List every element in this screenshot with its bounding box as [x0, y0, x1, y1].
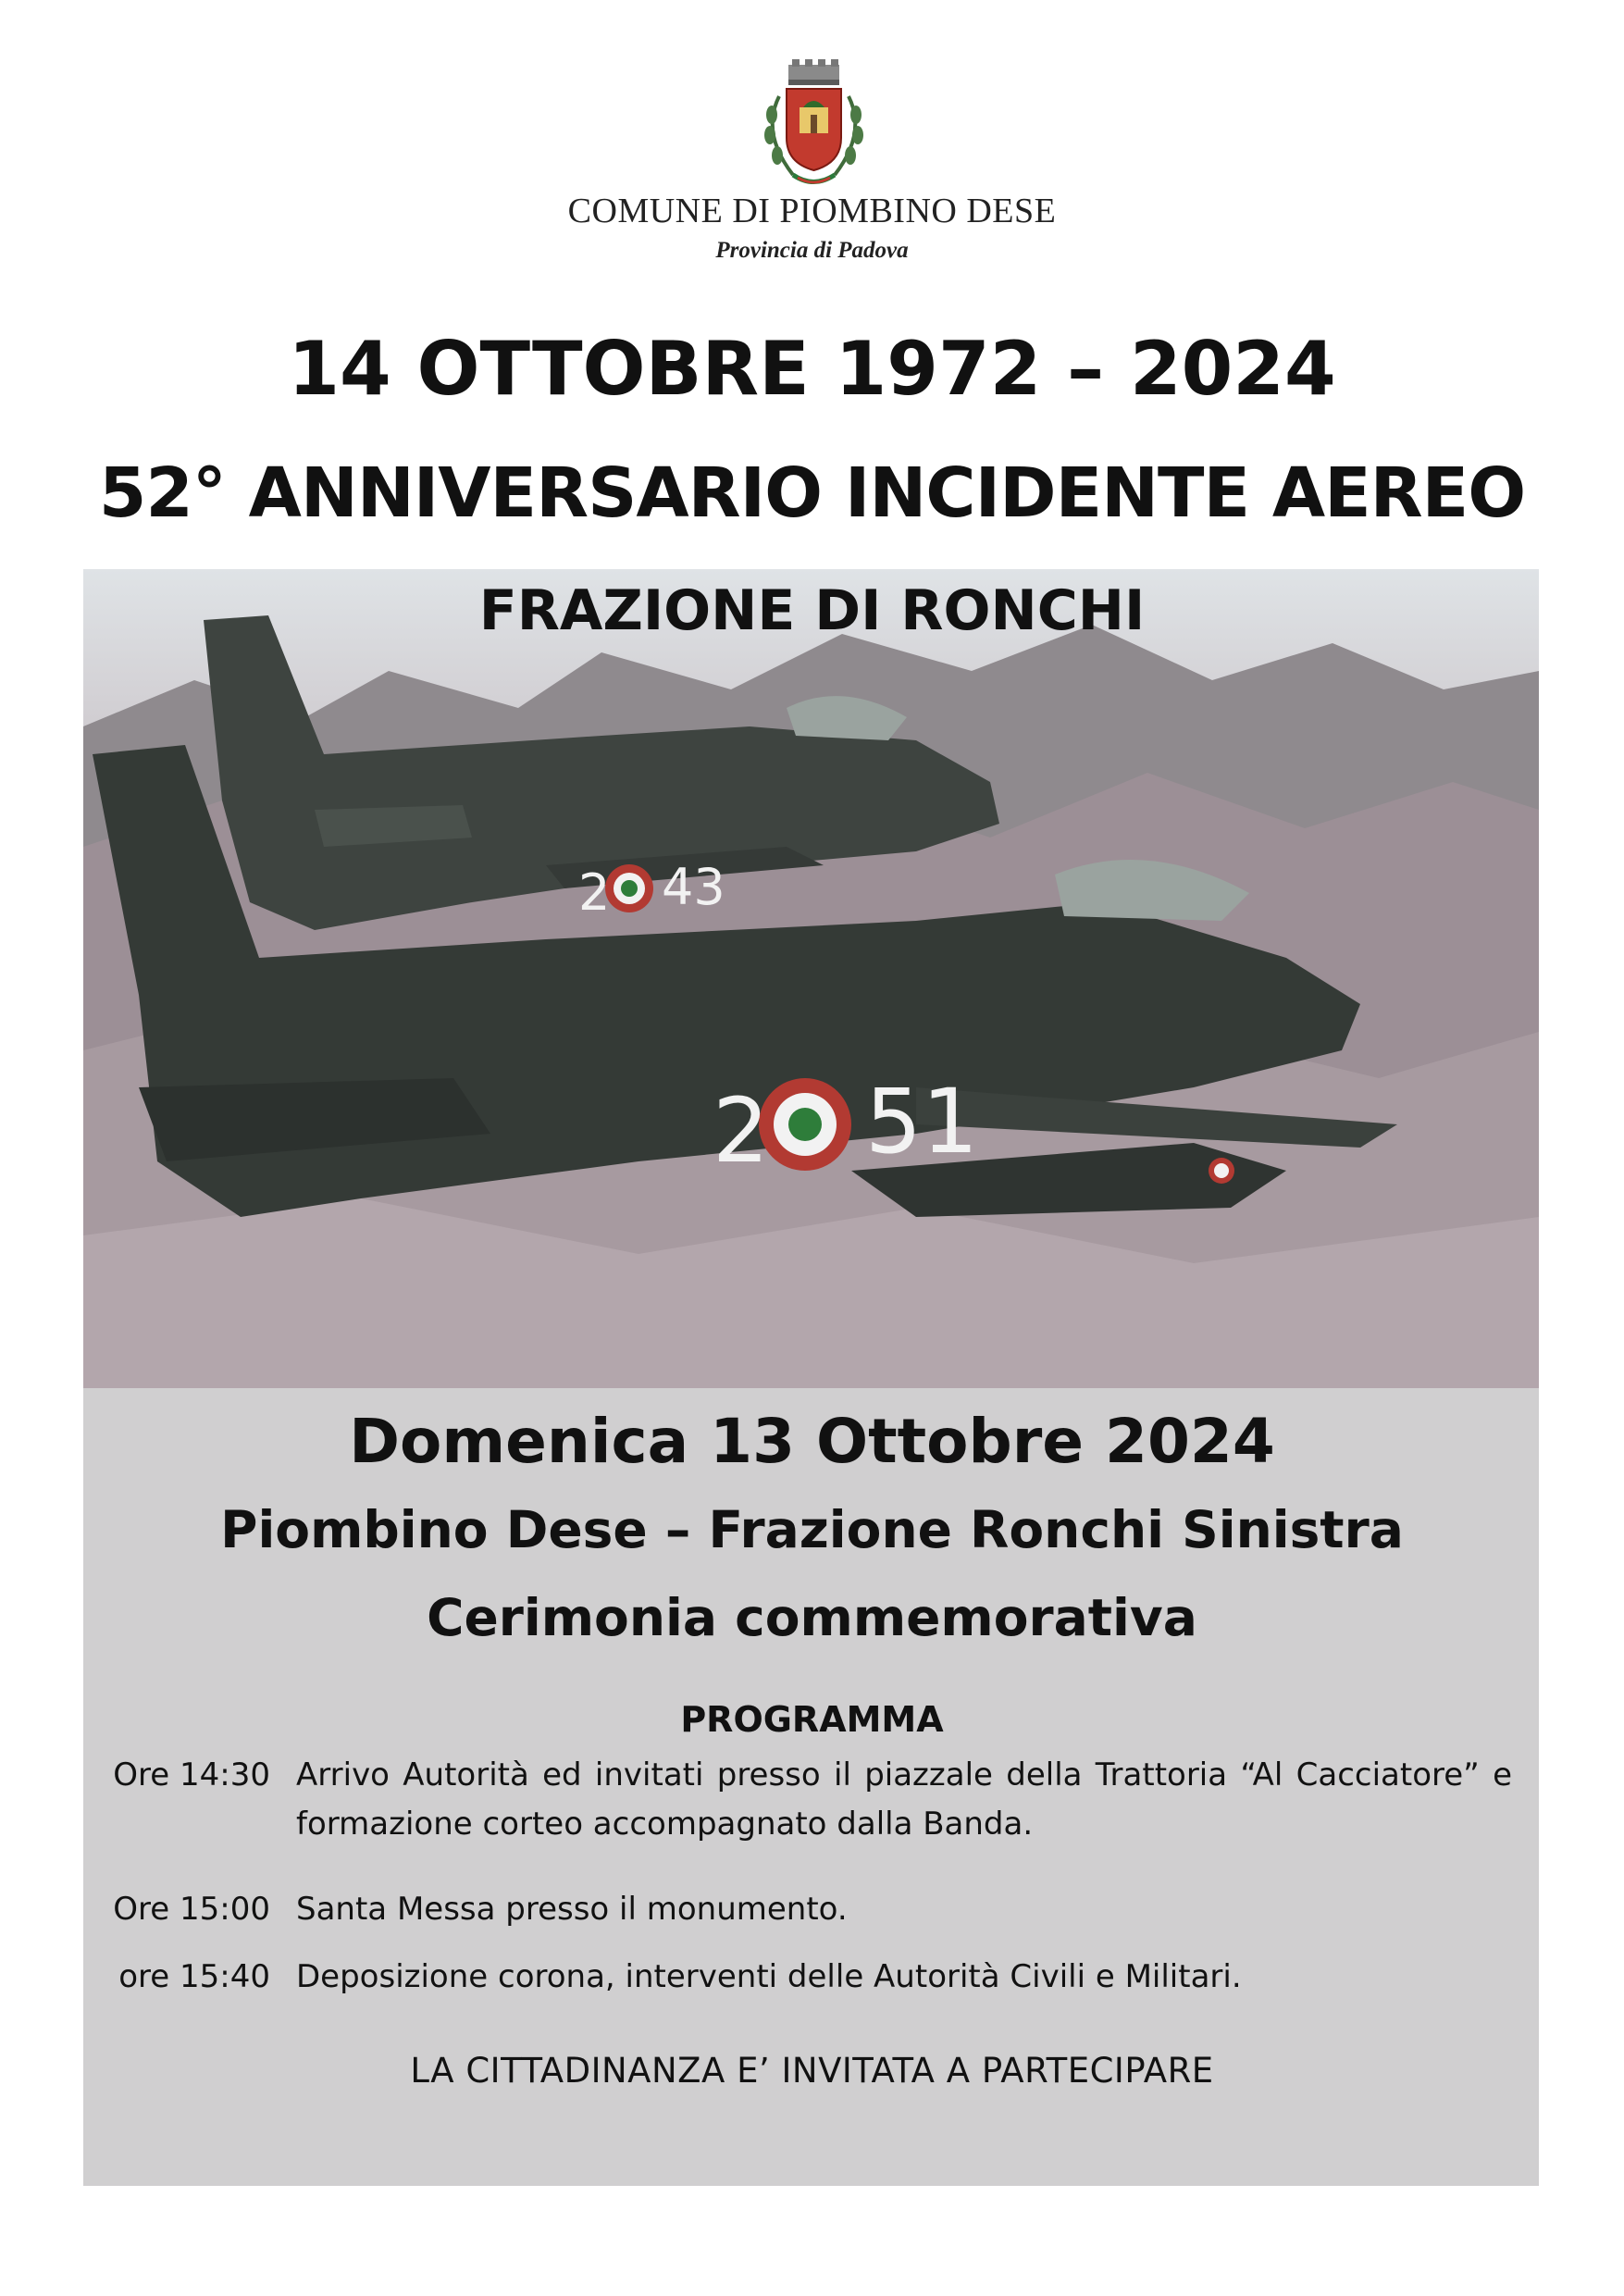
- headline-dates: 14 OTTOBRE 1972 – 2024: [288, 326, 1336, 412]
- event-place: Piombino Dese – Frazione Ronchi Sinistra: [220, 1500, 1404, 1559]
- program-heading: PROGRAMMA: [680, 1699, 944, 1740]
- headline-anniversary: 52° ANNIVERSARIO INCIDENTE AEREO: [98, 453, 1526, 533]
- crest-shield-icon: [751, 59, 876, 191]
- back-jet-marking-right: 43: [662, 858, 725, 916]
- program-text: Deposizione corona, interventi delle Autorità Civili e Militari.: [296, 1958, 1242, 1995]
- front-jet-marking-left: 2: [713, 1079, 770, 1183]
- front-jet-marking-right: 51: [865, 1070, 979, 1173]
- program-time: Ore 15:00: [113, 1891, 270, 1928]
- invitation-text: LA CITTADINANZA E’ INVITATA A PARTECIPARE: [410, 2051, 1214, 2091]
- municipal-crest-icon: [751, 59, 876, 191]
- headline-location: FRAZIONE DI RONCHI: [478, 578, 1146, 643]
- back-jet-marking-left: 2: [578, 863, 611, 922]
- program-text: Santa Messa presso il monumento.: [296, 1891, 848, 1928]
- program-text: Arrivo Autorità ed invitati presso il piazzale della Trattoria “Al Cacciatore” e formazione corteo accompagnato dalla Banda.: [296, 1756, 1512, 1843]
- program-time: ore 15:40: [118, 1958, 270, 1995]
- program-time: Ore 14:30: [113, 1756, 270, 1793]
- event-ceremony: Cerimonia commemorativa: [427, 1588, 1197, 1647]
- province-name: Provincia di Padova: [715, 238, 909, 263]
- jets-illustration: [83, 569, 1539, 1388]
- event-date: Domenica 13 Ottobre 2024: [349, 1406, 1275, 1477]
- aircraft-photo: [83, 569, 1539, 1388]
- municipality-name: COMUNE DI PIOMBINO DESE: [567, 192, 1057, 230]
